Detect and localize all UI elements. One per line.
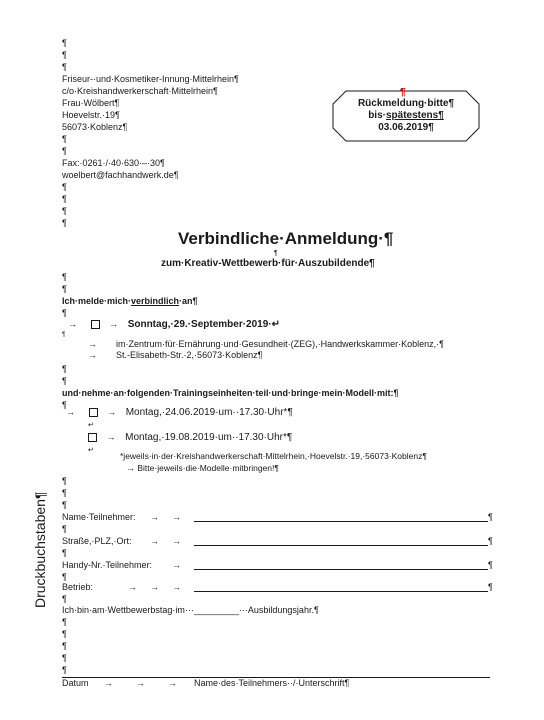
empty-paragraph: ¶ [62,38,67,48]
date-label: Datum [62,678,89,688]
training-session-1: → → Montag,·24.06.2019·um··17.30·Uhr*¶ [66,407,293,418]
empty-paragraph: ¶ [62,284,67,294]
sender-fax: Fax:·0261·/·40·630·–·30¶ [62,158,165,168]
badge-line-2: bis·spätestens¶ [368,110,444,121]
page-subtitle: zum·Kreativ-Wettbewerb·für·Auszubildende¶ [161,258,375,269]
tab-arrow-icon: → [172,582,181,592]
badge-line-1: Rückmeldung·bitte¶ [357,98,455,109]
empty-paragraph: ¶ [62,206,67,216]
sender-line-care-of: c/o·Kreishandwerkerschaft·Mittelrhein¶ [62,86,218,96]
empty-paragraph: ¶ [62,641,67,651]
training-intro: und·nehme·an·folgenden·Trainingseinheiten·teil·und·bringe·mein·Modell·mit:¶ [62,388,399,398]
empty-paragraph: ¶ [62,617,67,627]
empty-paragraph: ¶ [62,364,67,374]
tab-arrow-icon: → [68,319,77,329]
empty-paragraph: ¶ [62,629,67,639]
sender-line-contact: Frau·Wölbert¶ [62,98,120,108]
tab-arrow-icon: → [172,512,181,522]
name-field-label: Name·Teilnehmer: [62,512,136,522]
phone-input-line[interactable] [194,569,488,570]
empty-paragraph: ¶ [62,488,67,498]
tab-arrow-icon: → [126,463,135,473]
reply-deadline-badge [332,87,480,142]
tab-arrow-icon: → [136,678,145,688]
tab-arrow-icon: → [106,432,116,442]
training-reminder: → Bitte·jeweils·die·Modelle·mitbringen!¶ [126,463,279,473]
empty-paragraph: ¶ [62,194,67,204]
tab-arrow-icon: → [66,407,75,417]
empty-paragraph: ¶ [62,476,67,486]
badge-line-3: 03.06.2019¶ [378,122,434,133]
empty-paragraph: ¶ [62,548,67,558]
tab-arrow-icon: → [107,407,117,417]
sender-line-street: Hoevelstr.·19¶ [62,110,120,120]
empty-paragraph: ¶ [62,665,67,675]
tab-arrow-icon: → [88,350,97,360]
line-break-arrow-icon: ↵ [88,422,94,429]
name-input-line[interactable] [194,521,488,522]
empty-paragraph: ¶ [62,524,67,534]
paragraph-mark: ¶ [488,582,493,592]
event-date: Sonntag,·29.·September·2019·↵ [127,319,280,330]
empty-paragraph: ¶ [274,250,278,257]
tab-arrow-icon: → [104,678,113,688]
venue-line-2: → St.-Elisabeth-Str.·2,·56073·Koblenz¶ [88,350,263,360]
empty-paragraph: ¶ [62,653,67,663]
empty-paragraph: ¶ [62,308,67,318]
empty-paragraph: ¶ [62,500,67,510]
paragraph-mark: ¶ [488,560,493,570]
tab-arrow-icon: → [150,582,159,592]
page-title: Verbindliche·Anmeldung·¶ [178,229,394,248]
badge-anchor-mark: ¶ [400,87,406,98]
tab-arrow-icon: → [150,512,159,522]
empty-paragraph: ¶ [62,272,67,282]
empty-paragraph: ¶ [62,594,67,604]
empty-paragraph: ¶ [62,50,67,60]
empty-paragraph: ¶ [62,146,67,156]
empty-paragraph: ¶ [62,572,67,582]
empty-paragraph: ¶ [62,134,67,144]
address-input-line[interactable] [194,545,488,546]
tab-arrow-icon: → [172,560,181,570]
empty-paragraph: ¶ [62,376,67,386]
session-1-checkbox[interactable] [89,408,98,417]
event-checkbox[interactable] [91,320,100,329]
empty-paragraph: ¶ [62,182,67,192]
event-option [68,319,280,330]
paragraph-mark: ¶ [488,512,493,522]
line-break-arrow-icon: ↵ [88,447,94,454]
tab-arrow-icon: → [172,536,181,546]
line-break-mark: ¶ [62,332,66,338]
block-letters-label: Druckbuchstaben¶ [32,491,48,608]
sender-line-organization: Friseur-·und·Kosmetiker-Innung·Mittelrhein¶ [62,74,239,84]
session-2-checkbox[interactable] [88,433,97,442]
sender-email: woelbert@fachhandwerk.de¶ [62,170,179,180]
company-input-line[interactable] [194,591,488,592]
tab-arrow-icon: → [150,536,159,546]
address-field-label: Straße,·PLZ,·Ort: [62,536,132,546]
venue-line-1: → im·Zentrum·für·Ernährung·und·Gesundheit·(ZEG),·Handwerkskammer·Koblenz,·¶ [88,339,444,349]
empty-paragraph: ¶ [62,62,67,72]
company-field-label: Betrieb: [62,582,94,592]
tab-arrow-icon: → [128,582,137,592]
training-session-2: → Montag,·19.08.2019·um··17.30·Uhr*¶ [88,432,292,443]
empty-paragraph: ¶ [62,400,67,410]
paragraph-mark: ¶ [488,536,493,546]
signature-label: Name·des·Teilnehmers··/·Unterschrift¶ [194,678,350,688]
training-location-note: *jeweils·in·der·Kreishandwerkerschaft·Mittelrhein,·Hoevelstr.·19,·56073·Koblenz¶ [120,451,427,461]
empty-paragraph: ¶ [62,218,67,228]
phone-field-label: Handy-Nr.·Teilnehmer: [62,560,153,570]
tab-arrow-icon: → [88,339,97,349]
sender-line-city: 56073·Koblenz¶ [62,122,128,132]
registration-intro: Ich·melde·mich·verbindlich·an¶ [62,296,198,306]
tab-arrow-icon: → [168,678,177,688]
tab-arrow-icon: → [109,319,119,329]
training-year-statement: Ich·bin·am·Wettbewerbstag·im···_________···Ausbildungsjahr.¶ [62,605,319,615]
